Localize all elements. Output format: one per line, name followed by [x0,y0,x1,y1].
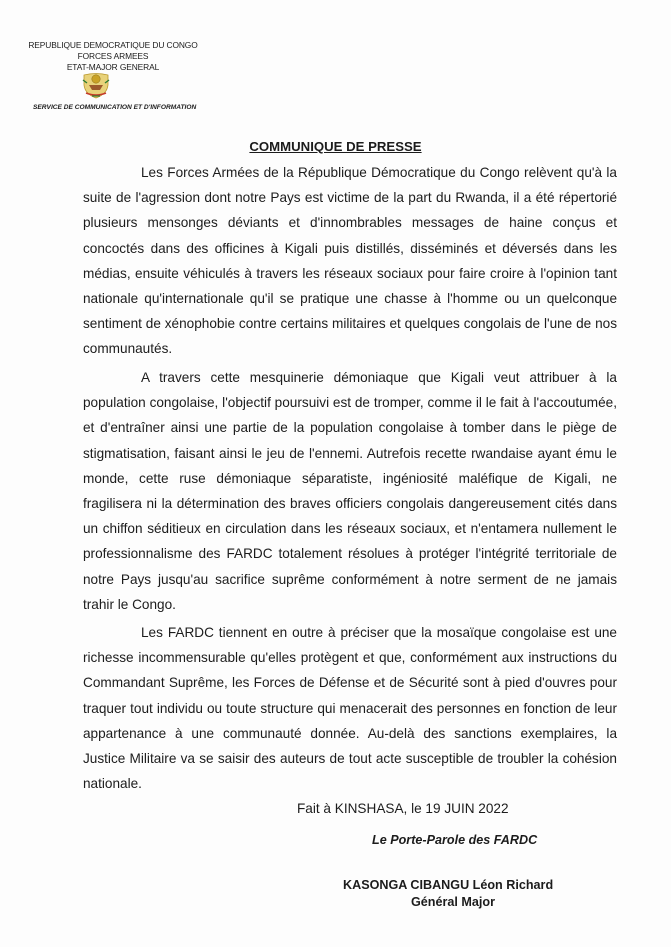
letterhead-forces: FORCES ARMEES [77,51,149,61]
paragraph-text: A travers cette mesquinerie démoniaque que Kigali veut attribuer à la population congolaise, l'objectif poursuivi est de tromper, comme il le fait à l'accoutumée, et d'entraîner ainsi une partie de la population congolaise à tomber dans le piège de stigmatisation, faisant ainsi le jeu de l'ennemi. Autrefois recette rwandaise ayant ému le monde, cette ruse démoniaque séparatiste, ingéniosité maléfique de Kigali, ne fragilisera ni la détermination des braves officiers congolais dangereusement cités dans un chiffon séditieux en circulation dans les réseaux sociaux, et n'entamera nullement le professionnalisme des FARDC totalement résolues à protéger l'intégrité territoriale de notre Pays jusqu'au sacrifice suprême conformément à notre serment de ne jamais trahir le Congo. [83,370,617,612]
service-label: SERVICE DE COMMUNICATION ET D'INFORMATION [33,104,197,111]
coat-of-arms-icon [81,71,111,99]
paragraph-1 [83,160,617,362]
date-line: Fait à KINSHASA, le 19 JUIN 2022 [297,801,509,816]
paragraph-text: Les FARDC tiennent en outre à préciser que la mosaïque congolaise est une richesse incommensurable qu'elles protègent et que, conformément aux instructions du Commandant Suprême, les Forces de Défense et de Sécurité sont à pied d'ouvres pour traquer tout individu ou toute structure qui menacerait des personnes en fonction de leur appartenance à une communauté donnée. Au-delà des sanctions exemplaires, la Justice Militaire va se saisir des auteurs de tout acte susceptible de troubler la cohésion nationale. [83,625,617,792]
signatory-rank: Général Major [411,895,495,909]
spokesperson-title: Le Porte-Parole des FARDC [372,833,538,847]
letterhead [18,40,208,73]
paragraph-3 [83,620,617,796]
paragraph-2 [83,365,617,617]
letterhead-country: REPUBLIQUE DEMOCRATIQUE DU CONGO [28,40,198,50]
document-title: COMMUNIQUE DE PRESSE [249,139,422,154]
letterhead-command: ETAT-MAJOR GENERAL [66,62,160,72]
paragraph-text: Les Forces Armées de la République Démocratique du Congo relèvent qu'à la suite de l'agression dont notre Pays est victime de la part du Rwanda, il a été répertorié plusieurs mensonges déviants et d'innombrables messages de haine conçus et concoctés dans des officines à Kigali puis distillés, disséminés et déversés dans les médias, ensuite véhiculés à travers les réseaux sociaux pour faire croire à l'opinion tant nationale qu'internationale qu'il se pratique une chasse à l'homme ou un quelconque sentiment de xénophobie contre certains militaires et quelques congolais de l'une de nos communautés. [83,165,617,357]
signatory-name: KASONGA CIBANGU Léon Richard [343,878,554,892]
